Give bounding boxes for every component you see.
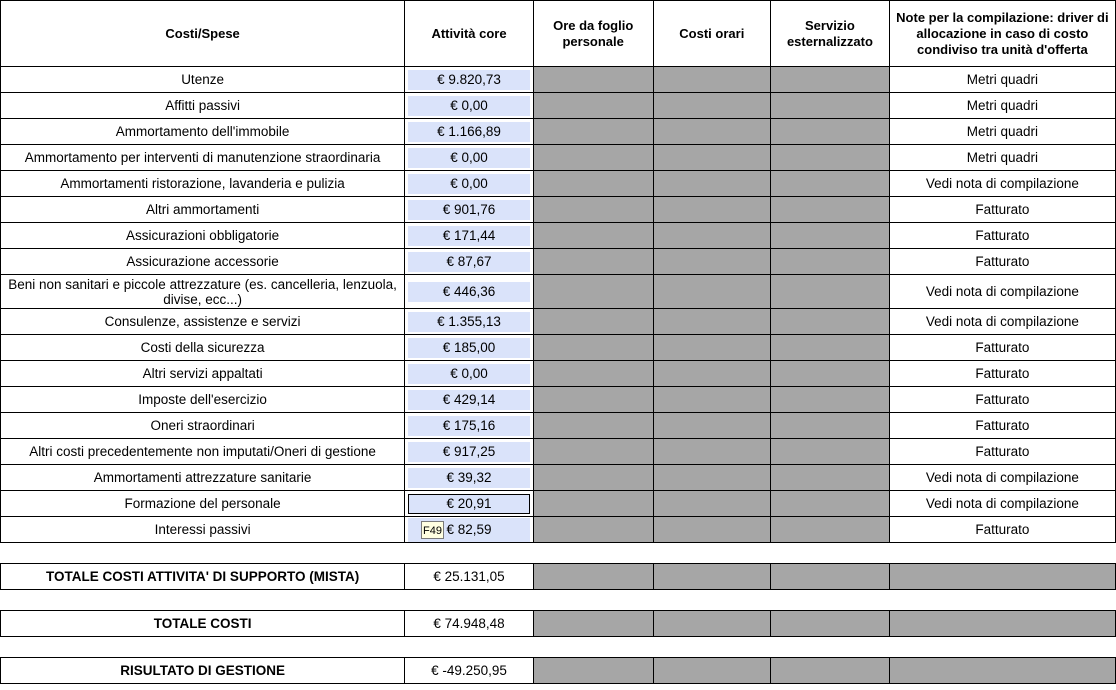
header-note[interactable]: Note per la compilazione: driver di allocazione in caso di costo condiviso tra unità d'offerta [889, 1, 1115, 67]
cost-label[interactable]: Consulenze, assistenze e servizi [1, 309, 405, 335]
grey-cell[interactable] [653, 439, 771, 465]
value-input[interactable]: € 0,00 [408, 364, 530, 384]
spacer-row[interactable] [1, 590, 1116, 611]
header-attivita-core[interactable]: Attività core [405, 1, 534, 67]
grey-cell[interactable] [653, 249, 771, 275]
grey-cell[interactable] [653, 413, 771, 439]
value-input[interactable]: € 0,00 [408, 96, 530, 116]
grey-cell[interactable] [771, 145, 890, 171]
attivita-core-cell[interactable] [405, 439, 534, 465]
attivita-core-cell[interactable] [405, 171, 534, 197]
cost-label[interactable]: Affitti passivi [1, 93, 405, 119]
grey-cell[interactable] [771, 93, 890, 119]
value-input[interactable]: € 185,00 [408, 338, 530, 358]
table-row [1, 197, 1116, 223]
grey-cell[interactable] [771, 387, 890, 413]
grey-cell[interactable] [653, 145, 771, 171]
value-input[interactable]: € 0,00 [408, 148, 530, 168]
header-ore-foglio[interactable]: Ore da foglio personale [533, 1, 653, 67]
table-row [1, 439, 1116, 465]
grey-cell[interactable] [533, 413, 653, 439]
header-costi-orari[interactable]: Costi orari [653, 1, 771, 67]
note-cell[interactable]: Fatturato [889, 387, 1115, 413]
grey-cell[interactable] [771, 67, 890, 93]
value-input[interactable]: € 917,25 [408, 442, 530, 462]
attivita-core-cell[interactable] [405, 275, 534, 309]
note-cell[interactable]: Vedi nota di compilazione [889, 491, 1115, 517]
grey-cell[interactable] [771, 119, 890, 145]
grey-cell[interactable] [533, 465, 653, 491]
grey-cell[interactable] [533, 611, 653, 637]
note-cell[interactable]: Vedi nota di compilazione [889, 275, 1115, 309]
note-cell[interactable]: Fatturato [889, 249, 1115, 275]
cost-label[interactable]: Ammortamento per interventi di manutenzione straordinaria [1, 145, 405, 171]
attivita-core-cell[interactable] [405, 361, 534, 387]
table-row [1, 361, 1116, 387]
table-row [1, 145, 1116, 171]
total-costi-value[interactable]: € 74.948,48 [405, 611, 534, 637]
grey-cell[interactable] [533, 439, 653, 465]
grey-cell[interactable] [653, 517, 771, 543]
cost-label[interactable]: Formazione del personale [1, 491, 405, 517]
header-costi-spese[interactable]: Costi/Spese [1, 1, 405, 67]
table-row [1, 171, 1116, 197]
value-input[interactable]: € 0,00 [408, 174, 530, 194]
cost-label[interactable]: Costi della sicurezza [1, 335, 405, 361]
value-input[interactable]: € 175,16 [408, 416, 530, 436]
value-input[interactable]: € 9.820,73 [408, 70, 530, 90]
grey-cell[interactable] [771, 465, 890, 491]
cost-label[interactable]: Interessi passivi [1, 517, 405, 543]
header-servizio-esternalizzato[interactable]: Servizio esternalizzato [771, 1, 890, 67]
total-costi-label[interactable]: TOTALE COSTI [1, 611, 405, 637]
grey-cell[interactable] [889, 564, 1115, 590]
attivita-core-cell[interactable] [405, 335, 534, 361]
value-input[interactable]: € 446,36 [408, 282, 530, 302]
table-row [1, 335, 1116, 361]
attivita-core-cell[interactable] [405, 93, 534, 119]
grey-cell[interactable] [533, 517, 653, 543]
note-cell[interactable]: Fatturato [889, 197, 1115, 223]
grey-cell[interactable] [771, 658, 890, 684]
table-row [1, 517, 1116, 543]
grey-cell[interactable] [533, 67, 653, 93]
grey-cell[interactable] [771, 611, 890, 637]
value-input[interactable]: € 82,59 [408, 518, 530, 542]
note-cell[interactable]: Fatturato [889, 223, 1115, 249]
table-row [1, 67, 1116, 93]
grey-cell[interactable] [533, 223, 653, 249]
grey-cell[interactable] [533, 119, 653, 145]
spacer-row[interactable] [1, 543, 1116, 564]
grey-cell[interactable] [533, 145, 653, 171]
note-cell[interactable]: Fatturato [889, 439, 1115, 465]
note-cell[interactable]: Fatturato [889, 413, 1115, 439]
cost-label[interactable]: Imposte dell'esercizio [1, 387, 405, 413]
grey-cell[interactable] [533, 309, 653, 335]
value-input[interactable]: € 20,91 [408, 494, 530, 514]
grey-cell[interactable] [771, 223, 890, 249]
grey-cell[interactable] [771, 171, 890, 197]
value-input[interactable]: € 171,44 [408, 226, 530, 246]
table-row [1, 119, 1116, 145]
grey-cell[interactable] [533, 249, 653, 275]
grey-cell[interactable] [533, 197, 653, 223]
grey-cell[interactable] [889, 658, 1115, 684]
value-input[interactable]: € 1.166,89 [408, 122, 530, 142]
table-row [1, 413, 1116, 439]
grey-cell[interactable] [653, 658, 771, 684]
attivita-core-cell[interactable] [405, 491, 534, 517]
grey-cell[interactable] [653, 119, 771, 145]
grey-cell[interactable] [533, 387, 653, 413]
total-supporto-label[interactable]: TOTALE COSTI ATTIVITA' DI SUPPORTO (MISTA) [1, 564, 405, 590]
spacer-row[interactable] [1, 637, 1116, 658]
attivita-core-cell[interactable] [405, 387, 534, 413]
cost-label[interactable]: Ammortamenti attrezzature sanitarie [1, 465, 405, 491]
note-cell[interactable]: Fatturato [889, 361, 1115, 387]
grey-cell[interactable] [533, 361, 653, 387]
grey-cell[interactable] [533, 564, 653, 590]
grey-cell[interactable] [771, 439, 890, 465]
table-row [1, 465, 1116, 491]
grey-cell[interactable] [653, 611, 771, 637]
grey-cell[interactable] [771, 564, 890, 590]
grey-cell[interactable] [653, 465, 771, 491]
grey-cell[interactable] [889, 611, 1115, 637]
cost-label[interactable]: Assicurazioni obbligatorie [1, 223, 405, 249]
grey-cell[interactable] [653, 93, 771, 119]
grey-cell[interactable] [653, 223, 771, 249]
grey-cell[interactable] [653, 309, 771, 335]
value-input[interactable]: € 39,32 [408, 468, 530, 488]
table-row [1, 249, 1116, 275]
attivita-core-cell[interactable] [405, 119, 534, 145]
note-cell[interactable]: Vedi nota di compilazione [889, 465, 1115, 491]
note-cell[interactable]: Metri quadri [889, 93, 1115, 119]
grey-cell[interactable] [653, 335, 771, 361]
cost-label[interactable]: Altri servizi appaltati [1, 361, 405, 387]
grey-cell[interactable] [533, 93, 653, 119]
note-cell[interactable]: Metri quadri [889, 145, 1115, 171]
attivita-core-cell[interactable] [405, 145, 534, 171]
grey-cell[interactable] [533, 491, 653, 517]
value-input[interactable]: € 429,14 [408, 390, 530, 410]
cell-reference-tooltip: F49 [421, 521, 444, 539]
grey-cell[interactable] [771, 491, 890, 517]
note-cell[interactable]: Fatturato [889, 517, 1115, 543]
cost-label[interactable]: Altri costi precedentemente non imputati/Oneri di gestione [1, 439, 405, 465]
grey-cell[interactable] [653, 387, 771, 413]
grey-cell[interactable] [653, 67, 771, 93]
table-row [1, 223, 1116, 249]
cost-label[interactable]: Ammortamenti ristorazione, lavanderia e pulizia [1, 171, 405, 197]
risultato-label[interactable]: RISULTATO DI GESTIONE [1, 658, 405, 684]
cost-label[interactable]: Ammortamento dell'immobile [1, 119, 405, 145]
attivita-core-cell[interactable] [405, 309, 534, 335]
value-input[interactable]: € 87,67 [408, 252, 530, 272]
note-cell[interactable]: Vedi nota di compilazione [889, 309, 1115, 335]
risultato-value[interactable]: € -49.250,95 [405, 658, 534, 684]
grey-cell[interactable] [533, 275, 653, 309]
cost-label[interactable]: Beni non sanitari e piccole attrezzature (es. cancelleria, lenzuola, divise, ecc...) [1, 275, 405, 309]
note-cell[interactable]: Metri quadri [889, 67, 1115, 93]
attivita-core-cell[interactable] [405, 197, 534, 223]
cost-label[interactable]: Oneri straordinari [1, 413, 405, 439]
grey-cell[interactable] [653, 564, 771, 590]
grey-cell[interactable] [771, 249, 890, 275]
table-row [1, 275, 1116, 309]
cost-label[interactable]: Altri ammortamenti [1, 197, 405, 223]
grey-cell[interactable] [653, 491, 771, 517]
grey-cell[interactable] [653, 171, 771, 197]
attivita-core-cell[interactable] [405, 413, 534, 439]
attivita-core-cell[interactable] [405, 67, 534, 93]
value-input[interactable]: € 901,76 [408, 200, 530, 220]
grey-cell[interactable] [771, 517, 890, 543]
grey-cell[interactable] [771, 197, 890, 223]
note-cell[interactable]: Metri quadri [889, 119, 1115, 145]
attivita-core-cell[interactable] [405, 223, 534, 249]
grey-cell[interactable] [771, 335, 890, 361]
grey-cell[interactable] [533, 658, 653, 684]
grey-cell[interactable] [771, 413, 890, 439]
grey-cell[interactable] [771, 275, 890, 309]
grey-cell[interactable] [653, 275, 771, 309]
table-row [1, 93, 1116, 119]
attivita-core-cell[interactable] [405, 249, 534, 275]
note-cell[interactable]: Fatturato [889, 335, 1115, 361]
total-supporto-value[interactable]: € 25.131,05 [405, 564, 534, 590]
grey-cell[interactable] [533, 171, 653, 197]
table-row [1, 387, 1116, 413]
value-input[interactable]: € 1.355,13 [408, 312, 530, 332]
table-row [1, 309, 1116, 335]
cost-label[interactable]: Assicurazione accessorie [1, 249, 405, 275]
grey-cell[interactable] [653, 197, 771, 223]
grey-cell[interactable] [771, 361, 890, 387]
grey-cell[interactable] [533, 335, 653, 361]
grey-cell[interactable] [771, 309, 890, 335]
cost-label[interactable]: Utenze [1, 67, 405, 93]
attivita-core-cell[interactable] [405, 465, 534, 491]
table-row [1, 491, 1116, 517]
note-cell[interactable]: Vedi nota di compilazione [889, 171, 1115, 197]
grey-cell[interactable] [653, 361, 771, 387]
